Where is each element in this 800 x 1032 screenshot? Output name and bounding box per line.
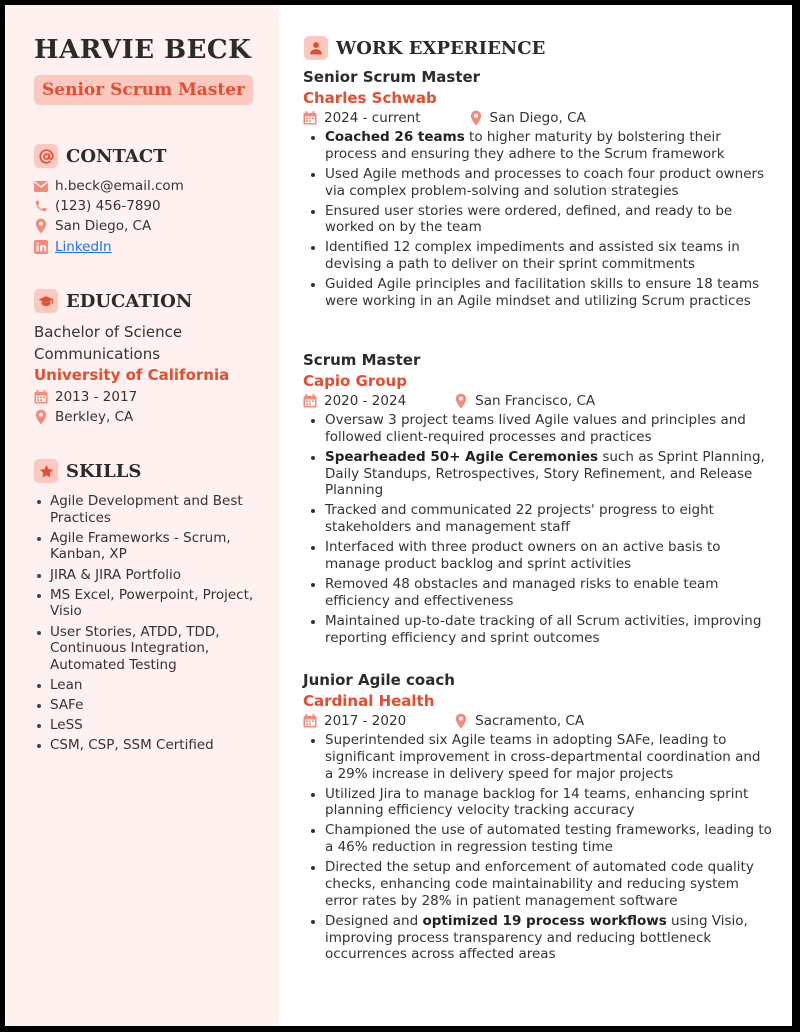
- contact-location: [34, 216, 151, 236]
- degree-field: Communications: [34, 345, 161, 363]
- job-location: San Diego, CA: [489, 110, 586, 126]
- skill-item: JIRA & JIRA Portfolio: [34, 567, 270, 584]
- sidebar: [5, 5, 279, 1026]
- bullet-item: Oversaw 3 project teams lived Agile values and principles and followed client-required processes and practices: [303, 412, 773, 446]
- bullet-item: Identified 12 complex impediments and assisted six teams in devising a path to deliver on their sprint commitments: [303, 239, 773, 273]
- job-location: Sacramento, CA: [475, 713, 585, 729]
- company-name: Cardinal Health: [303, 692, 435, 710]
- contact-title: CONTACT: [66, 145, 167, 167]
- skill-item: LeSS: [34, 717, 270, 734]
- education-years: 2013 - 2017: [55, 389, 138, 405]
- job-meta: [303, 108, 773, 128]
- calendar-icon: [303, 714, 317, 728]
- job-meta: [303, 711, 773, 731]
- skill-item: CSM, CSP, SSM Certified: [34, 737, 270, 754]
- graduation-cap-icon: [34, 289, 58, 313]
- education-title: EDUCATION: [66, 290, 193, 312]
- map-pin-icon: [34, 409, 48, 425]
- skill-item: User Stories, ATDD, TDD, Continuous Integration, Automated Testing: [34, 624, 225, 674]
- job-entry: [303, 68, 773, 313]
- bullet-item: Championed the use of automated testing frameworks, leading to a 46% reduction in regression testing time: [303, 822, 773, 856]
- bullet-item: Superintended six Agile teams in adopting SAFe, leading to significant improvement in cross-departmental coordination and a 29% increase in delivery speed for major projects: [303, 732, 773, 782]
- bullet-item: Designed and optimized 19 process workflows using Visio, improving process transparency and reducing bottleneck occurrences across affected areas: [303, 913, 773, 963]
- contact-heading: [34, 143, 167, 169]
- job-dates: 2020 - 2024: [324, 393, 407, 409]
- email-text: h.beck@email.com: [55, 178, 184, 194]
- school-name: University of California: [34, 366, 230, 384]
- job-dates: 2017 - 2020: [324, 713, 407, 729]
- envelope-icon: [34, 181, 48, 192]
- job-entry: [303, 351, 773, 649]
- job-meta: [303, 391, 773, 411]
- company-name: Capio Group: [303, 372, 407, 390]
- degree: Bachelor of Science: [34, 323, 183, 341]
- skill-item: Agile Frameworks - Scrum, Kanban, XP: [34, 530, 270, 563]
- bullet-item: Guided Agile principles and facilitation skills to ensure 18 teams were working in an Agile mindset and utilizing Scrum practices: [303, 276, 773, 310]
- job-title: Senior Scrum Master: [303, 68, 481, 86]
- map-pin-icon: [454, 393, 468, 409]
- skill-item: MS Excel, Powerpoint, Project, Visio: [34, 587, 270, 620]
- job-title: Scrum Master: [303, 351, 421, 369]
- bullet-item: Utilized Jira to manage backlog for 14 teams, enhancing sprint planning efficiency velocity tracking accuracy: [303, 786, 773, 820]
- job-bullets: [303, 732, 773, 963]
- map-pin-icon: [469, 110, 483, 126]
- at-sign-icon: [34, 144, 58, 168]
- bullet-item: Tracked and communicated 22 projects' progress to eight stakeholders and management staff: [303, 502, 773, 536]
- resume-page: [5, 5, 792, 1026]
- education-location: [34, 407, 133, 427]
- skill-item: SAFe: [34, 697, 270, 714]
- bullet-item: Maintained up-to-date tracking of all Scrum activities, improving reporting efficiency and sprint outcomes: [303, 613, 773, 647]
- job-entry: [303, 671, 773, 966]
- candidate-name: HARVIE BECK: [34, 35, 252, 65]
- experience-title: WORK EXPERIENCE: [336, 37, 546, 59]
- linkedin-link[interactable]: LinkedIn: [55, 239, 112, 255]
- bullet-item: Interfaced with three product owners on an active basis to manage product backlog and sprint activities: [303, 539, 773, 573]
- location-text: San Diego, CA: [55, 218, 152, 234]
- bullet-item: Spearheaded 50+ Agile Ceremonies such as Sprint Planning, Daily Standups, Retrospectives, Story Refinement, and Release Planning: [303, 449, 773, 499]
- main-content: [279, 5, 792, 1026]
- contact-linkedin: [34, 237, 112, 257]
- education-location-text: Berkley, CA: [55, 409, 134, 425]
- experience-heading: [304, 35, 545, 61]
- phone-text: (123) 456-7890: [55, 198, 161, 214]
- skills-heading: [34, 458, 141, 484]
- calendar-icon: [303, 394, 317, 408]
- linkedin-icon: [34, 240, 48, 254]
- education-dates: [34, 387, 137, 407]
- contact-email: [34, 176, 184, 196]
- skills-list: [34, 493, 270, 758]
- job-bullets: [303, 129, 773, 310]
- bullet-item: Directed the setup and enforcement of automated code quality checks, enhancing code maintainability and reducing system error rates by 28% in patient management software: [303, 859, 773, 909]
- job-dates: 2024 - current: [324, 110, 421, 126]
- map-pin-icon: [34, 218, 48, 234]
- map-pin-icon: [454, 713, 468, 729]
- star-icon: [34, 459, 58, 483]
- job-title: Junior Agile coach: [303, 671, 455, 689]
- candidate-title: Senior Scrum Master: [34, 75, 253, 105]
- skill-item: Agile Development and Best Practices: [34, 493, 270, 526]
- calendar-icon: [303, 111, 317, 125]
- calendar-icon: [34, 390, 48, 404]
- bullet-item: Removed 48 obstacles and managed risks to enable team efficiency and effectiveness: [303, 576, 773, 610]
- bullet-item: Ensured user stories were ordered, defined, and ready to be worked on by the team: [303, 203, 773, 237]
- skill-item: Lean: [34, 677, 270, 694]
- job-location: San Francisco, CA: [475, 393, 596, 409]
- contact-phone: [34, 196, 161, 216]
- bullet-item: Coached 26 teams to higher maturity by bolstering their process and ensuring they adhere to the Scrum framework: [303, 129, 773, 163]
- company-name: Charles Schwab: [303, 89, 437, 107]
- job-bullets: [303, 412, 773, 646]
- education-heading: [34, 288, 192, 314]
- skills-title: SKILLS: [66, 460, 142, 482]
- user-icon: [304, 36, 328, 60]
- phone-icon: [34, 199, 48, 213]
- bullet-item: Used Agile methods and processes to coach four product owners via complex problem-solving and solution strategies: [303, 166, 773, 200]
